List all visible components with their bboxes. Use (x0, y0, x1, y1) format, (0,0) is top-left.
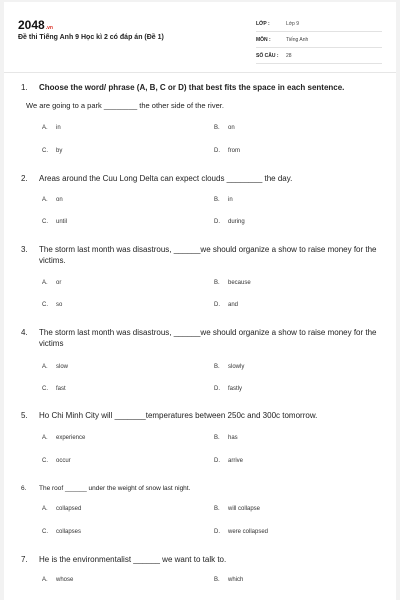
option-d[interactable] (214, 219, 245, 225)
option-c[interactable] (42, 302, 62, 308)
option-letter: A. (42, 125, 48, 131)
option-d[interactable] (214, 458, 243, 464)
option-b[interactable] (214, 280, 251, 286)
option-letter: D. (214, 529, 220, 535)
option-letter: A. (42, 280, 48, 286)
option-letter: B. (214, 280, 220, 286)
option-text: in (56, 125, 61, 131)
option-text: on (56, 197, 63, 203)
option-d[interactable] (214, 529, 268, 535)
meta-value: Tiếng Anh (286, 36, 309, 43)
option-text: occur (56, 458, 71, 464)
option-c[interactable] (42, 386, 66, 392)
option-text: slowly (228, 364, 245, 370)
meta-row-class (256, 16, 382, 32)
meta-row-subject (256, 32, 382, 48)
option-a[interactable] (42, 280, 61, 286)
option-letter: C. (42, 529, 48, 535)
option-a[interactable] (42, 197, 63, 203)
option-text: has (228, 435, 238, 441)
option-letter: D. (214, 458, 220, 464)
option-text: were collapsed (228, 529, 269, 535)
exam-meta (256, 16, 382, 64)
question-text: Ho Chi Minh City will _______temperatures between 250c and 300c tomorrow. (39, 411, 318, 420)
option-letter: D. (214, 386, 220, 392)
option-d[interactable] (214, 148, 240, 154)
question-text: Choose the word/ phrase (A, B, C or D) that best fits the space in each sentence. (39, 83, 345, 92)
option-text: collapsed (56, 506, 82, 512)
option-letter: A. (42, 197, 48, 203)
option-text: and (228, 302, 239, 308)
meta-value: 28 (286, 52, 292, 59)
document-header (4, 2, 396, 64)
option-text: slow (56, 364, 69, 370)
option-c[interactable] (42, 148, 62, 154)
option-letter: D. (214, 219, 220, 225)
option-letter: C. (42, 148, 48, 154)
option-text: fastly (228, 386, 243, 392)
option-letter: C. (42, 302, 48, 308)
option-text: arrive (228, 458, 244, 464)
question-number: 2. (21, 174, 28, 183)
question-number: 4. (21, 328, 28, 337)
option-a[interactable] (42, 364, 68, 370)
option-letter: B. (214, 125, 220, 131)
option-d[interactable] (214, 302, 238, 308)
question-text: The storm last month was disastrous, ______we should organize a show to raise money for the victims (39, 328, 377, 348)
question-number: 7. (21, 555, 28, 564)
logo-suffix: .vn (45, 25, 53, 31)
option-letter: A. (42, 435, 48, 441)
question-4 (21, 327, 386, 349)
option-text: which (228, 577, 244, 583)
option-text: collapses (56, 529, 82, 535)
option-b[interactable] (214, 364, 244, 370)
option-text: experience (56, 435, 86, 441)
question-2 (21, 173, 386, 184)
option-a[interactable] (42, 577, 73, 583)
meta-label: SỐ CÂU : (256, 52, 279, 59)
question-6 (21, 483, 386, 494)
option-d[interactable] (214, 386, 242, 392)
option-letter: C. (42, 219, 48, 225)
option-a[interactable] (42, 435, 85, 441)
meta-label: LỚP : (256, 20, 270, 27)
meta-row-count (256, 48, 382, 64)
document-title: Đề thi Tiếng Anh 9 Học kì 2 có đáp án (Đề 1) (18, 34, 164, 41)
option-letter: C. (42, 386, 48, 392)
question-number: 6. (21, 485, 27, 492)
option-text: by (56, 148, 63, 154)
option-letter: B. (214, 197, 220, 203)
question-1 (21, 82, 386, 93)
question-text: The storm last month was disastrous, ______we should organize a show to raise money for the victims. (39, 245, 377, 265)
option-letter: B. (214, 506, 220, 512)
option-letter: B. (214, 435, 220, 441)
option-text: fast (56, 386, 66, 392)
option-letter: D. (214, 148, 220, 154)
option-letter: B. (214, 577, 220, 583)
option-letter: D. (214, 302, 220, 308)
document-page (4, 2, 396, 600)
option-text: on (228, 125, 235, 131)
question-number: 1. (21, 83, 28, 92)
meta-label: MÔN : (256, 36, 271, 43)
meta-value: Lớp 9 (286, 20, 300, 27)
option-text: from (228, 148, 240, 154)
option-c[interactable] (42, 458, 71, 464)
question-text: He is the environmentalist ______ we want to talk to. (39, 555, 227, 564)
question-3 (21, 244, 386, 266)
option-text: because (228, 280, 251, 286)
option-text: in (228, 197, 233, 203)
option-text: whose (56, 577, 74, 583)
option-b[interactable] (214, 506, 260, 512)
question-number: 5. (21, 411, 28, 420)
option-letter: A. (42, 364, 48, 370)
question-sentence: We are going to a park ________ the other side of the river. (26, 101, 224, 110)
header-divider (4, 72, 396, 73)
option-letter: A. (42, 577, 48, 583)
question-number: 3. (21, 245, 28, 254)
question-text: The roof ______ under the weight of snow last night. (39, 485, 191, 492)
question-7 (21, 554, 386, 565)
option-a[interactable] (42, 506, 81, 512)
option-b[interactable] (214, 197, 233, 203)
site-logo[interactable] (18, 18, 53, 32)
option-letter: C. (42, 458, 48, 464)
option-letter: A. (42, 506, 48, 512)
option-c[interactable] (42, 529, 81, 535)
question-5 (21, 410, 386, 421)
option-text: will collapse (228, 506, 261, 512)
option-letter: B. (214, 364, 220, 370)
option-b[interactable] (214, 577, 243, 583)
option-a[interactable] (42, 125, 61, 131)
option-b[interactable] (214, 435, 238, 441)
option-text: so (56, 302, 63, 308)
option-text: or (56, 280, 62, 286)
option-text: during (228, 219, 245, 225)
logo-text: 2048 (18, 18, 45, 32)
option-c[interactable] (42, 219, 67, 225)
option-b[interactable] (214, 125, 235, 131)
question-text: Areas around the Cuu Long Delta can expect clouds ________ the day. (39, 174, 293, 183)
option-text: until (56, 219, 68, 225)
